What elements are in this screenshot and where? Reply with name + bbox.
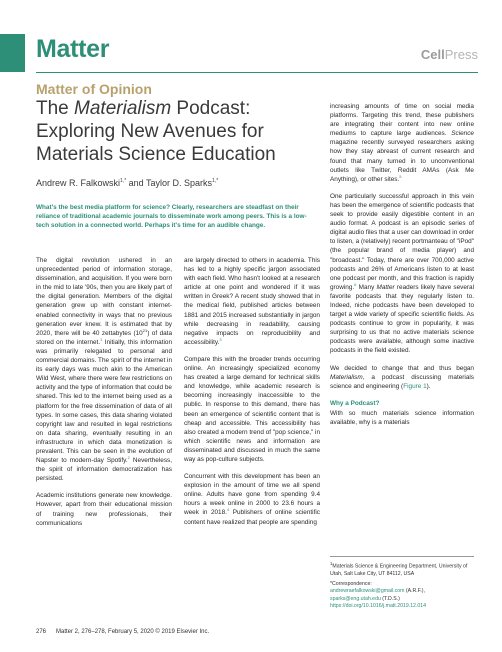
correspondence-label: *Correspondence:	[330, 581, 372, 588]
col3-p1-a: increasing amounts of time on social media platforms. Targeting this trend, these publishers are integrating their content into new online mediums to capture large audiences.	[330, 103, 474, 138]
col3-p1-b: magazine recently surveyed researchers asking how they stay abreast of current research and found that many turned in to unconventional outlets like Twitter, Reddit AMAs (Ask Me Anything), or other sites.	[330, 139, 474, 183]
header-color-band	[0, 34, 25, 72]
publisher-logo-light: Press	[444, 47, 478, 62]
col2-paragraph-1	[184, 256, 320, 347]
col3-p3-italic: Materialism	[330, 373, 363, 381]
author-and: and	[126, 178, 147, 188]
publisher-logo-bold: Cell	[420, 47, 445, 62]
page-number: 276	[36, 629, 47, 635]
col3-paragraph-2	[330, 192, 474, 356]
title-line1-italic: Materialism	[74, 98, 172, 119]
reference-6-link[interactable]: 6	[354, 281, 357, 287]
col3-p3-a: We decided to change that and thus began	[330, 364, 474, 372]
col3-p2-italic: Matter	[376, 283, 395, 291]
col1-paragraph-1	[36, 256, 172, 483]
article-title	[36, 97, 336, 166]
doi-link[interactable]: https://doi.org/10.1016/j.matt.2019.12.014	[330, 602, 427, 609]
subheading-why-a-podcast: Why a Podcast?	[330, 399, 380, 407]
author-1-sup: 1,*	[120, 178, 127, 184]
email-2-tag: (T.D.S.)	[380, 595, 400, 602]
abstract: What's the best media platform for science? Clearly, researchers are steadfast on their reliance of traditional academic journals to disseminate work among peers. This is a low-tech solution in a connected world. Perhaps it's time for an audible change.	[36, 204, 307, 230]
col2-p1-a: are largely directed to others in academia. This has led to a highly specific jargon associated with each field. Who hasn't looked at a research article at one point and wondered if it was written in Greek? A recent study showed that in the medical field, published articles between 1881 and 2015 increased substantially in jargon while decreasing in readability, causing negative impacts on reproducibility and accessibility.	[184, 257, 320, 346]
col1-p1-c: Initially, this information was primarily relegated to personal and commercial domains. The spirit of the internet in its early days was much akin to the American Wild West, where there were few restrictions on activity and the type of information that could be shared. This led to the internet being used as a platform for the free dissemination of data of all types. In some cases, this data sharing violated copyright law and resulted in legal restrictions on data sharing, eventually resulting in an infrastructure in which data monetization is prevalent. This can be seen in the evolution of Napster to modern-day Spotify.	[36, 338, 172, 465]
col3-paragraph-4: With so much materials science information available, why is a materials	[330, 409, 474, 426]
header-rule	[36, 72, 478, 73]
publisher-logo	[421, 47, 478, 62]
col1-p1-d: Nevertheless, the spirit of information democratization has persisted.	[36, 457, 172, 483]
body-column-2	[184, 256, 320, 535]
title-line3: Materials Science Education	[36, 144, 276, 165]
title-line2: Exploring New Avenues for	[36, 121, 264, 142]
col1-p1-sup1: 21	[142, 327, 148, 333]
affiliation	[330, 560, 474, 578]
affiliation-text: Materials Science & Engineering Department, University of Utah, Salt Lake City, UT 84112, USA	[330, 563, 468, 577]
figure-1-link[interactable]: Figure 1	[403, 382, 427, 390]
journal-citation: Matter 2, 276–278, February 5, 2020 © 2019 Elsevier Inc.	[56, 629, 210, 635]
email-2-link[interactable]: sparks@eng.utah.edu	[330, 595, 381, 602]
reference-3-link[interactable]: 3	[219, 336, 222, 342]
col3-p1-italic: Science	[451, 130, 474, 138]
col1-p1-b: ) of data stored on the internet.	[36, 329, 173, 346]
col3-paragraph-3	[330, 364, 474, 391]
reference-2-link[interactable]: 2	[127, 454, 130, 460]
col3-paragraph-1	[330, 102, 474, 184]
section-label: Matter of Opinion	[36, 81, 152, 97]
affiliation-sup: 1	[330, 561, 333, 566]
reference-4-link[interactable]: 4	[226, 507, 230, 513]
reference-1-link[interactable]: 1	[100, 336, 103, 342]
col2-p3-a: Concurrent with this development has been an explosion in the amount of time we all spend online. Adults have gone from spending 9.4 hours a week online in 2000 to 23.6 hours a week in 2018.	[184, 473, 320, 517]
author-list	[36, 178, 218, 188]
col2-paragraph-2: Compare this with the broader trends occurring online. An increasingly specialized economy has created a large demand for technical skills and knowledge, while academic research is becoming increasingly inaccessible to the public. In response to this demand, there has been an emergence of scientific content that is cheap and accessible. This accessibility has also created a modern trend of "pop science," in which scientific news and information are disseminated and discussed in much the same way as pop-culture subjects.	[184, 355, 320, 463]
col3-p2-b: Many	[356, 283, 377, 291]
footnotes	[330, 560, 474, 613]
title-line1-post: Podcast:	[171, 98, 251, 119]
col3-p2-a: One particularly successful approach in this vein has been the emergence of scientific podcasts that seek to provide easily digestible content in an audio format. A podcast is an episodic series of digital audio files that a user can download in order to listen, a (relatively) recent portmanteau of "iPod" (the popular brand of media player) and "broadcast." Today, there are over 700,000 active podcasts and 26% of Americans listen to at least one podcast per month, and this fraction is rapidly growing.	[330, 192, 474, 291]
email-1-link[interactable]: andrewraefalkowski@gmail.com	[330, 588, 405, 595]
col2-p3-b: Publishers of online scientific content have realized that people are spending	[184, 509, 320, 526]
col3-p3-c: ).	[426, 382, 431, 390]
body-column-1	[36, 256, 172, 536]
body-column-3	[330, 102, 474, 435]
journal-header	[0, 34, 502, 72]
col3-p3-b: , a podcast discussing materials science and engineering (	[330, 373, 474, 390]
title-line1-pre: The	[36, 98, 75, 119]
author-2-sup: 1,*	[212, 178, 219, 184]
correspondence	[330, 581, 474, 610]
col3-p2-c: readers likely have several favorite podcasts that they regularly listen to. Indeed, niche podcasts have been developed to target a wide variety of specific scientific fields. As podcasts continue to grow in popularity, it was surprising to us that no active materials science podcasts were available, although some inactive podcasts in the field existed.	[330, 283, 474, 355]
email-1-tag: (A.R.F.),	[404, 588, 425, 595]
author-2[interactable]: Taylor D. Sparks	[146, 178, 213, 188]
author-1[interactable]: Andrew R. Falkowski	[36, 178, 121, 188]
footnote-rule	[330, 556, 474, 557]
col2-paragraph-3	[184, 472, 320, 527]
col1-paragraph-2: Academic institutions generate new knowledge. However, apart from their educational mission of training new professionals, their communications	[36, 492, 172, 527]
journal-name: Matter	[36, 35, 110, 63]
col1-p1-a: The digital revolution ushered in an unprecedented period of information storage, dissemination, and acquisition. If you were born in the mid to late '90s, then you are likely part of the digital generation. Members of the digital generation grew up with constant internet-enabled connectivity in ways that no previous generation ever knew. It is estimated that by 2020, there will be 40 zettabytes (10	[36, 257, 172, 337]
reference-5-link[interactable]: 5	[399, 173, 402, 179]
